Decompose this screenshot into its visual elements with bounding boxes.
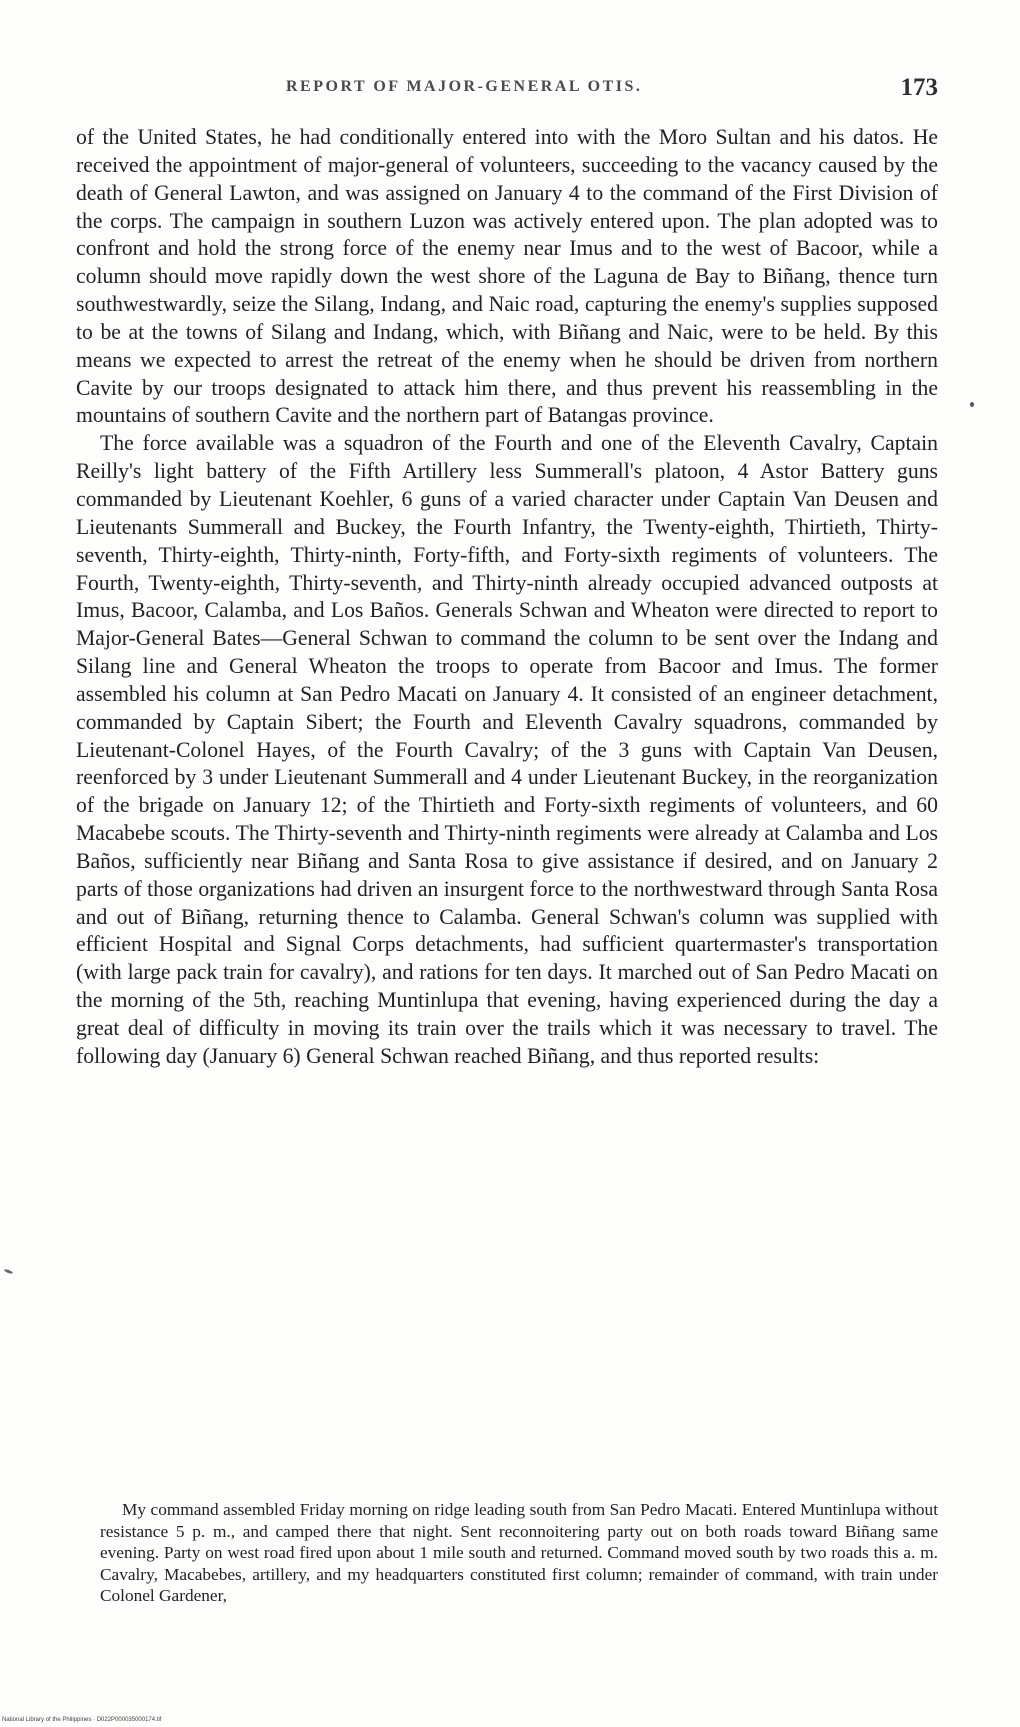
running-head: [76, 74, 938, 106]
paragraph-2: The force available was a squadron of the Fourth and one of the Eleventh Cavalry, Captain Reilly's light battery of the Fifth Artillery less Summerall's platoon, 4 Astor Battery guns commanded by Lieutenant Koehler, 6 guns of a varied character under Captain Van Deusen and Lieutenants Summerall and Buckey, the Fourth Infantry, the Twenty-eighth, Thirtieth, Thirty-seventh, Thirty-eighth, Thirty-ninth, Forty-fifth, and Forty-sixth regiments of volunteers. The Fourth, Twenty-eighth, Thirty-seventh, and Thirty-ninth already occupied advanced outposts at Imus, Bacoor, Calamba, and Los Baños. Generals Schwan and Wheaton were directed to report to Major-General Bates—General Schwan to command the column to be sent over the Indang and Silang line and General Wheaton the troops to operate from Bacoor and Imus. The former assembled his column at San Pedro Macati on January 4. It consisted of an engineer detachment, commanded by Captain Sibert; the Fourth and Eleventh Cavalry squadrons, commanded by Lieutenant-Colonel Hayes, of the Fourth Cavalry; of the 3 guns with Captain Van Deusen, reenforced by 3 under Lieutenant Summerall and 4 under Lieutenant Buckey, in the reorganization of the brigade on January 12; of the Thirtieth and Forty-sixth regiments of volunteers, and 60 Macabebe scouts. The Thirty-seventh and Thirty-ninth regiments were already at Calamba and Los Baños, sufficiently near Biñang and Santa Rosa to give assistance if desired, and on January 2 parts of those organizations had driven an insurgent force to the northwestward through Santa Rosa and out of Biñang, returning thence to Calamba. General Schwan's column was supplied with efficient Hospital and Signal Corps detachments, had sufficient quartermaster's transportation (with large pack train for cavalry), and rations for ten days. It marched out of San Pedro Macati on the morning of the 5th, reaching Muntinlupa that evening, having experienced during the day a great deal of difficulty in moving its train over the trails which it was necessary to travel. The following day (January 6) General Schwan reached Biñang, and thus reported results:: [76, 431, 938, 1068]
scan-credit: National Library of the Philippines · D022P000035000174.tif: [2, 1717, 162, 1723]
block-quote: [100, 1499, 938, 1607]
paragraph-1: of the United States, he had conditionally entered into with the Moro Sultan and his datos. He received the appointment of major-general of volunteers, succeeding to the vacancy caused by the death of General Lawton, and was assigned on January 4 to the command of the First Division of the corps. The campaign in southern Luzon was actively entered upon. The plan adopted was to confront and hold the strong force of the enemy near Imus and to the west of Bacoor, while a column should move rapidly down the west shore of the Laguna de Bay to Biñang, thence turn southwestwardly, seize the Silang, Indang, and Naic road, capturing the enemy's supplies supposed to be at the towns of Silang and Indang, which, with Biñang and Naic, were to be held. By this means we expected to arrest the retreat of the enemy when he should be driven from northern Cavite by our troops designated to attack him there, and thus prevent his reassembling in the mountains of southern Cavite and the northern part of Batangas province.: [76, 125, 938, 428]
scan-mark: [4, 1269, 13, 1275]
page-number: 173: [900, 74, 938, 101]
running-title: REPORT OF MAJOR-GENERAL OTIS.: [286, 78, 643, 95]
body-text: [76, 124, 938, 1071]
scan-speck: [970, 402, 974, 407]
quote-text: My command assembled Friday morning on ridge leading south from San Pedro Macati. Entered Muntinlupa without resistance 5 p. m., and camped there that night. Sent reconnoitering party out on both roads toward Biñang same evening. Party on west road fired upon about 1 mile south and returned. Command moved south by two roads this a. m. Cavalry, Macabebes, artillery, and my headquarters constituted first column; remainder of command, with train under Colonel Gardener,: [100, 1500, 938, 1605]
